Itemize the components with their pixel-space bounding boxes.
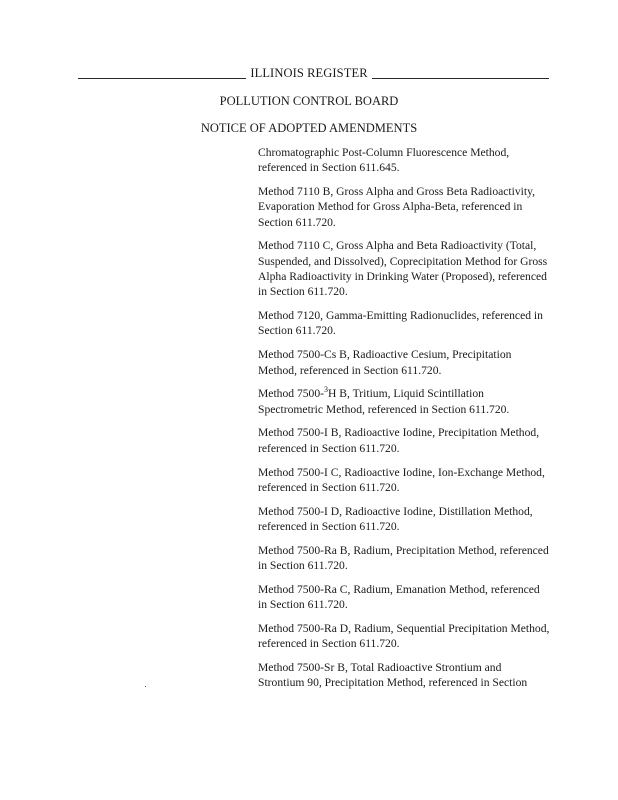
register-title-wrap — [0, 66, 618, 81]
register-title: ILLINOIS REGISTER — [246, 66, 371, 80]
method-entry: Method 7110 B, Gross Alpha and Gross Beta Radioactivity, Evaporation Method for Gross Alpha-Beta, referenced in Section 611.720. — [258, 185, 536, 229]
board-name: POLLUTION CONTROL BOARD — [219, 94, 399, 108]
method-entry: Method 7500-I C, Radioactive Iodine, Ion-Exchange Method, referenced in Section 611.720. — [258, 465, 545, 494]
method-entry: Method 7120, Gamma-Emitting Radionuclides, referenced in Section 611.720. — [258, 309, 543, 338]
entry-text-pre: Method 7500- — [258, 387, 325, 401]
method-entry: Method 7500-Ra B, Radium, Precipitation Method, referenced in Section 611.720. — [258, 543, 549, 573]
method-entry: Method 7500-Cs B, Radioactive Cesium, Precipitation Method, referenced in Section 611.720. — [258, 348, 512, 377]
method-entry: Method 7500-Sr B, Total Radioactive Strontium and Strontium 90, Precipitation Method, referenced in Section — [258, 661, 528, 690]
method-list — [258, 145, 550, 699]
notice-title: NOTICE OF ADOPTED AMENDMENTS — [200, 121, 418, 135]
superscript-mass-number: 3 — [324, 385, 329, 395]
method-entry-tritium — [258, 386, 550, 417]
scan-speck — [145, 686, 146, 687]
method-entry: Chromatographic Post-Column Fluorescence Method, referenced in Section 611.645. — [258, 146, 510, 175]
method-entry: Method 7500-Ra D, Radium, Sequential Precipitation Method, referenced in Section 611.720. — [258, 621, 550, 651]
method-entry: Method 7500-Ra C, Radium, Emanation Method, referenced in Section 611.720. — [258, 582, 540, 612]
method-entry: Method 7500-I D, Radioactive Iodine, Distillation Method, referenced in Section 611.720. — [258, 504, 533, 533]
method-entry: Method 7110 C, Gross Alpha and Beta Radioactivity (Total, Suspended, and Dissolved), Coprecipitation Method for Gross Alpha Radioactivity in Drinking Water (Proposed), referenced in Section 611.720. — [258, 239, 548, 299]
entry-text-post: H B, Tritium, Liquid Scintillation Spectrometric Method, referenced in Section 611.720. — [258, 387, 510, 416]
method-entry: Method 7500-I B, Radioactive Iodine, Precipitation Method, referenced in Section 611.720. — [258, 426, 540, 455]
